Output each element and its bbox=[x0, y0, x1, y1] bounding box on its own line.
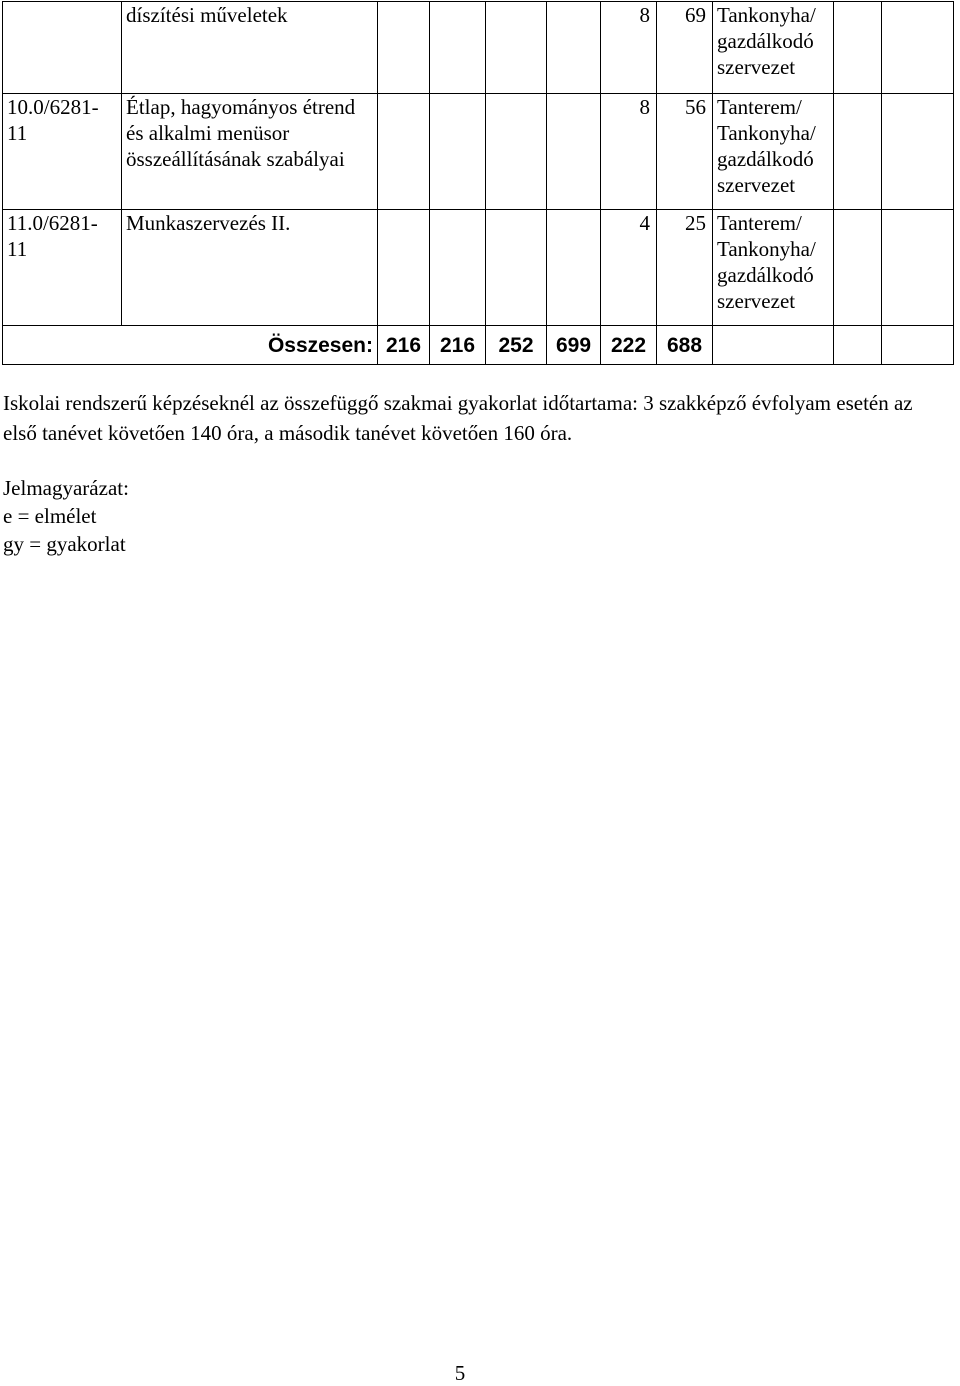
location-line: szervezet bbox=[717, 55, 796, 79]
location-line: szervezet bbox=[717, 289, 796, 313]
location-cell bbox=[713, 94, 834, 210]
location-cell bbox=[713, 2, 834, 94]
curriculum-table bbox=[2, 1, 954, 365]
module-code-cell: 11.0/6281-11 bbox=[3, 210, 122, 326]
module-code-cell: 10.0/6281-11 bbox=[3, 94, 122, 210]
table-row bbox=[3, 210, 954, 326]
module-code-cell bbox=[3, 2, 122, 94]
legend-item-practice: gy = gyakorlat bbox=[3, 532, 126, 556]
theory-hours-cell: 8 bbox=[601, 94, 657, 210]
location-line: Tankonyha/ bbox=[717, 237, 816, 261]
theory-hours-cell: 4 bbox=[601, 210, 657, 326]
location-line: Tankonyha/ bbox=[717, 121, 816, 145]
practice-duration-note: Iskolai rendszerű képzéseknél az összefüggő szakmai gyakorlat időtartama: 3 szakképző évfolyam esetén az első tanévet követően 140 óra, a második tanévet követően 160 óra. bbox=[3, 391, 913, 445]
practice-hours-cell: 25 bbox=[657, 210, 713, 326]
location-line: Tanterem/ bbox=[717, 211, 802, 235]
total-value: 216 bbox=[430, 326, 486, 365]
total-value: 252 bbox=[486, 326, 547, 365]
page-number: 5 bbox=[454, 1361, 466, 1385]
subject-cell: Étlap, hagyományos étrend és alkalmi menüsor összeállításának szabályai bbox=[122, 94, 378, 210]
total-value: 222 bbox=[601, 326, 657, 365]
location-line: Tanterem/ bbox=[717, 95, 802, 119]
legend-item-theory: e = elmélet bbox=[3, 504, 97, 528]
location-cell bbox=[713, 210, 834, 326]
total-value: 216 bbox=[378, 326, 430, 365]
legend bbox=[3, 474, 129, 558]
practice-hours-cell: 56 bbox=[657, 94, 713, 210]
location-line: gazdálkodó bbox=[717, 263, 814, 287]
location-line: gazdálkodó bbox=[717, 29, 814, 53]
total-value: 688 bbox=[657, 326, 713, 365]
practice-hours-cell: 69 bbox=[657, 2, 713, 94]
totals-row bbox=[3, 326, 954, 365]
theory-hours-cell: 8 bbox=[601, 2, 657, 94]
table-row bbox=[3, 2, 954, 94]
location-line: szervezet bbox=[717, 173, 796, 197]
location-line: Tankonyha/ bbox=[717, 3, 816, 27]
location-line: gazdálkodó bbox=[717, 147, 814, 171]
subject-cell: Munkaszervezés II. bbox=[122, 210, 378, 326]
total-value: 699 bbox=[547, 326, 601, 365]
subject-cell: díszítési műveletek bbox=[122, 2, 378, 94]
totals-label: Összesen: bbox=[3, 326, 378, 365]
legend-title: Jelmagyarázat: bbox=[3, 476, 129, 500]
table-row bbox=[3, 94, 954, 210]
